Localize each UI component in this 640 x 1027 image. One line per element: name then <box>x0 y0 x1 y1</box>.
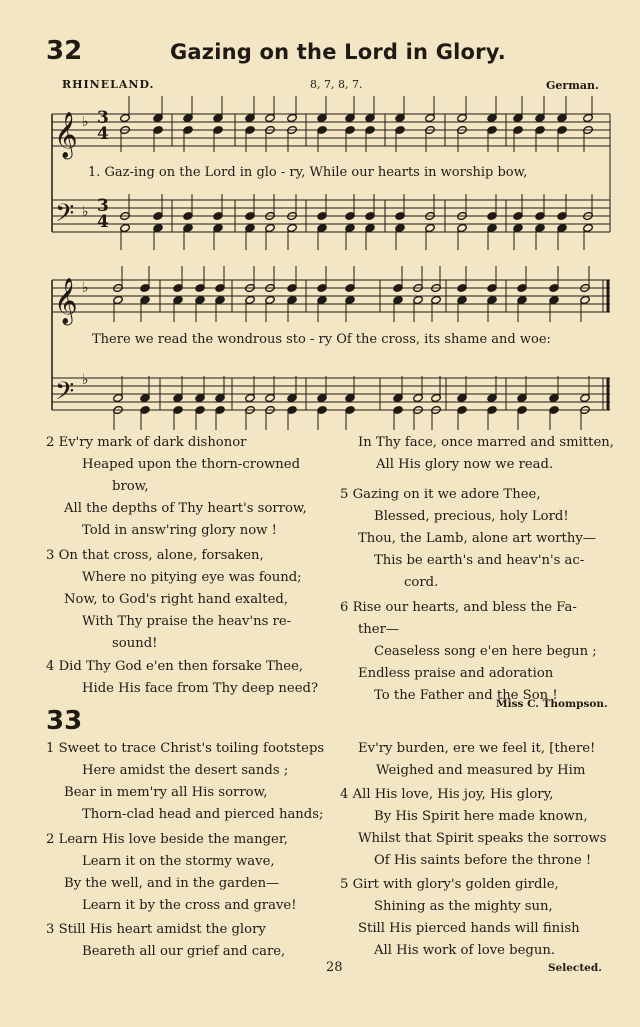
verse-line: 2 Ev'ry mark of dark dishonor <box>46 435 247 450</box>
hymn33-verse-5 <box>340 874 580 962</box>
time-signature-bass <box>97 198 109 230</box>
verse-line: Ev'ry burden, ere we feel it, [there! <box>358 741 596 756</box>
verse-line: All His glory now we read. <box>376 457 554 472</box>
verse-line: 1 Sweet to trace Christ's toiling footsteps <box>46 741 325 756</box>
verse-line: Whilst that Spirit speaks the sorrows <box>358 831 607 846</box>
verse-line: Here amidst the desert sands ; <box>82 763 289 778</box>
verse-line: Still His pierced hands will finish <box>358 921 580 936</box>
verse-line: To the Father and the Son ! <box>374 688 558 703</box>
verse-line: Where no pitying eye was found; <box>82 570 302 585</box>
verse-line: Hide His face from Thy deep need? <box>82 681 319 696</box>
verse-line: 4 Did Thy God e'en then forsake Thee, <box>46 659 304 674</box>
verse-line: All His work of love begun. <box>374 943 556 958</box>
flat-icon: ♭ <box>82 372 89 388</box>
flat-icon: ♭ <box>82 204 89 220</box>
bass-clef-icon: 𝄢 <box>55 377 75 412</box>
verse-line: 3 Still His heart amidst the glory <box>46 922 266 937</box>
verse-line: Of His saints before the throne ! <box>374 853 592 868</box>
hymn-number-33: 33 <box>46 706 83 736</box>
verse-line: All the depths of Thy heart's sorrow, <box>64 501 307 516</box>
verse-line: This be earth's and heav'n's ac- <box>374 553 585 568</box>
verse-line: Learn it on the stormy wave, <box>82 854 275 869</box>
hymn-title: Gazing on the Lord in Glory. <box>170 40 506 64</box>
hymn33-verse-3 <box>46 919 285 963</box>
verse-line: Shining as the mighty sun, <box>374 899 553 914</box>
verse-line: Weighed and measured by Him <box>376 763 586 778</box>
time-sig-top: 3 <box>97 108 109 128</box>
verse-line: Heaped upon the thorn-crowned <box>82 457 301 472</box>
treble-staff-1 <box>52 114 610 146</box>
verse-6 <box>340 597 597 707</box>
page-number: 28 <box>326 960 343 975</box>
time-sig-bottom: 4 <box>97 212 109 232</box>
verse-line: ther— <box>358 622 400 637</box>
tune-source: German. <box>546 79 599 92</box>
treble-clef-icon: 𝄞 <box>54 278 78 324</box>
verse-line: Thou, the Lamb, alone art worthy— <box>358 531 596 546</box>
verse-line: sound! <box>112 636 158 651</box>
verse-line: Told in answ'ring glory now ! <box>82 523 277 538</box>
hymn33-verse-3-continued <box>358 738 595 782</box>
verse-line: Thorn-clad head and pierced hands; <box>82 807 324 822</box>
selected-credit: Selected. <box>548 962 602 974</box>
time-sig-bottom: 4 <box>97 124 109 144</box>
verse-5 <box>340 484 596 594</box>
bass-clef-icon: 𝄢 <box>55 199 75 234</box>
hymn33-verse-4 <box>340 784 607 872</box>
verse-line: 6 Rise our hearts, and bless the Fa- <box>340 600 577 615</box>
verse-line: cord. <box>404 575 439 590</box>
verse-line: By the well, and in the garden— <box>64 876 280 891</box>
treble-clef-icon: 𝄞 <box>54 112 78 158</box>
verse-line: Endless praise and adoration <box>358 666 554 681</box>
bass-staff-1 <box>52 196 610 232</box>
verse-2 <box>46 432 307 542</box>
hymn33-verse-1 <box>46 738 324 826</box>
verse-3 <box>46 545 302 655</box>
verse-line: By His Spirit here made known, <box>374 809 588 824</box>
time-sig-top: 3 <box>97 196 109 216</box>
verse-line: 3 On that cross, alone, forsaken, <box>46 548 264 563</box>
author-credit: Miss C. Thompson. <box>496 698 608 710</box>
verse-4-continued <box>358 432 614 476</box>
verse-line: Bear in mem'ry all His sorrow, <box>64 785 268 800</box>
music-score <box>0 0 640 430</box>
verse-4 <box>46 656 318 700</box>
verse-line: In Thy face, once marred and smitten, <box>358 435 614 450</box>
hymn-number-32: 32 <box>46 36 83 66</box>
verse-line: With Thy praise the heav'ns re- <box>82 614 292 629</box>
verse-line: 5 Gazing on it we adore Thee, <box>340 487 541 502</box>
verse-line: Now, to God's right hand exalted, <box>64 592 289 607</box>
verse-line: brow, <box>112 479 149 494</box>
meter: 8, 7, 8, 7. <box>310 78 363 91</box>
hymn33-verse-2 <box>46 829 297 917</box>
lyrics-line-1: 1. Gaz-ing on the Lord in glo - ry, While our hearts in worship bow, <box>88 165 528 180</box>
verse-line: 2 Learn His love beside the manger, <box>46 832 288 847</box>
verse-line: Blessed, precious, holy Lord! <box>374 509 569 524</box>
verse-line: 5 Girt with glory's golden girdle, <box>340 877 559 892</box>
tune-name: RHINELAND. <box>62 78 155 91</box>
flat-icon: ♭ <box>82 280 89 296</box>
verse-line: Ceaseless song e'en here begun ; <box>374 644 597 659</box>
time-signature-treble <box>97 110 109 142</box>
verse-line: Beareth all our grief and care, <box>82 944 286 959</box>
flat-icon: ♭ <box>82 114 89 130</box>
lyrics-line-2: There we read the wondrous sto - ry Of the cross, its shame and woe: <box>92 332 551 347</box>
verse-line: Learn it by the cross and grave! <box>82 898 297 913</box>
verse-line: 4 All His love, His joy, His glory, <box>340 787 554 802</box>
